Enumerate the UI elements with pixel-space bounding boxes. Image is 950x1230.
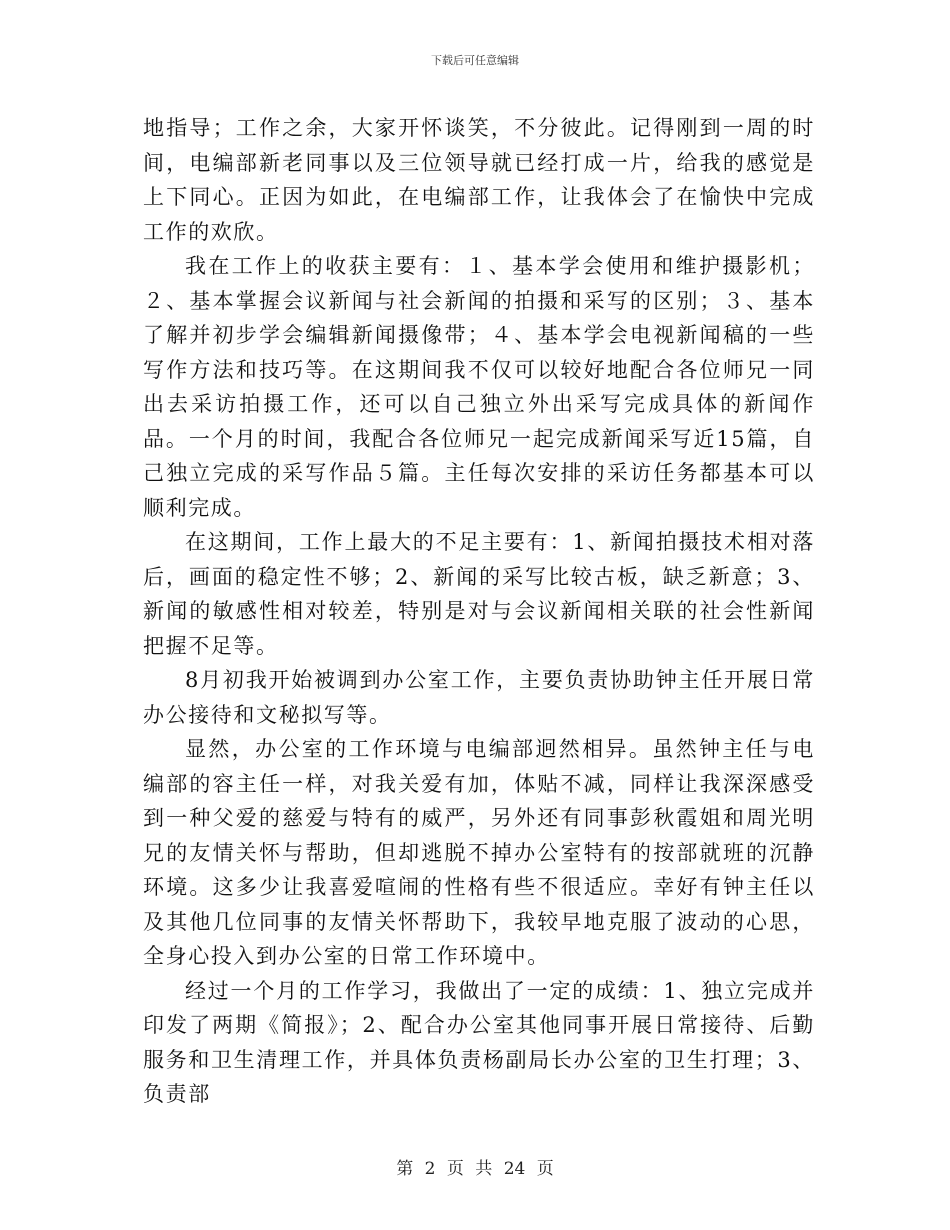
paragraph-1: 地指导；工作之余，大家开怀谈笑，不分彼此。记得刚到一周的时间，电编部新老同事以及三位领导就已经打成一片，给我的感觉是上下同心。正因为如此，在电编部工作，让我体会了在愉快中完成工作的欢欣。	[143, 116, 815, 244]
paragraph-4: 8月初我开始被调到办公室工作，主要负责协助钟主任开展日常办公接待和文秘拟写等。	[143, 668, 815, 727]
paragraph-6: 经过一个月的工作学习，我做出了一定的成绩：1、独立完成并印发了两期《简报》；2、配合办公室其他同事开展日常接待、后勤服务和卫生清理工作，并具体负责杨副局长办公室的卫生打理；3、负责部	[143, 978, 815, 1106]
paragraph-3: 在这期间，工作上最大的不足主要有：1、新闻拍摄技术相对落后，画面的稳定性不够；2、新闻的采写比较古板，缺乏新意；3、新闻的敏感性相对较差，特别是对与会议新闻相关联的社会性新闻把握不足等。	[143, 530, 815, 658]
paragraph-2: 我在工作上的收获主要有：１、基本学会使用和维护摄影机；２、基本掌握会议新闻与社会新闻的拍摄和采写的区别；３、基本了解并初步学会编辑新闻摄像带；４、基本学会电视新闻稿的一些写作方法和技巧等。在这期间我不仅可以较好地配合各位师兄一同出去采访拍摄工作，还可以自己独立外出采写完成具体的新闻作品。一个月的时间，我配合各位师兄一起完成新闻采写近15篇，自己独立完成的采写作品５篇。主任每次安排的采访任务都基本可以顺利完成。	[143, 254, 815, 520]
paragraph-5: 显然，办公室的工作环境与电编部迥然相异。虽然钟主任与电编部的容主任一样，对我关爱有加，体贴不减，同样让我深深感受到一种父爱的慈爱与特有的威严，另外还有同事彭秋霞姐和周光明兄的友情关怀与帮助，但却逃脱不掉办公室特有的按部就班的沉静环境。这多少让我喜爱喧闹的性格有些不很适应。幸好有钟主任以及其他几位同事的友情关怀帮助下，我较早地克服了波动的心思，全身心投入到办公室的日常工作环境中。	[143, 737, 815, 968]
page-number-footer: 第 2 页 共 24 页	[396, 1159, 554, 1179]
document-body	[143, 111, 815, 1112]
page-header: 下载后可任意编辑	[431, 54, 519, 67]
